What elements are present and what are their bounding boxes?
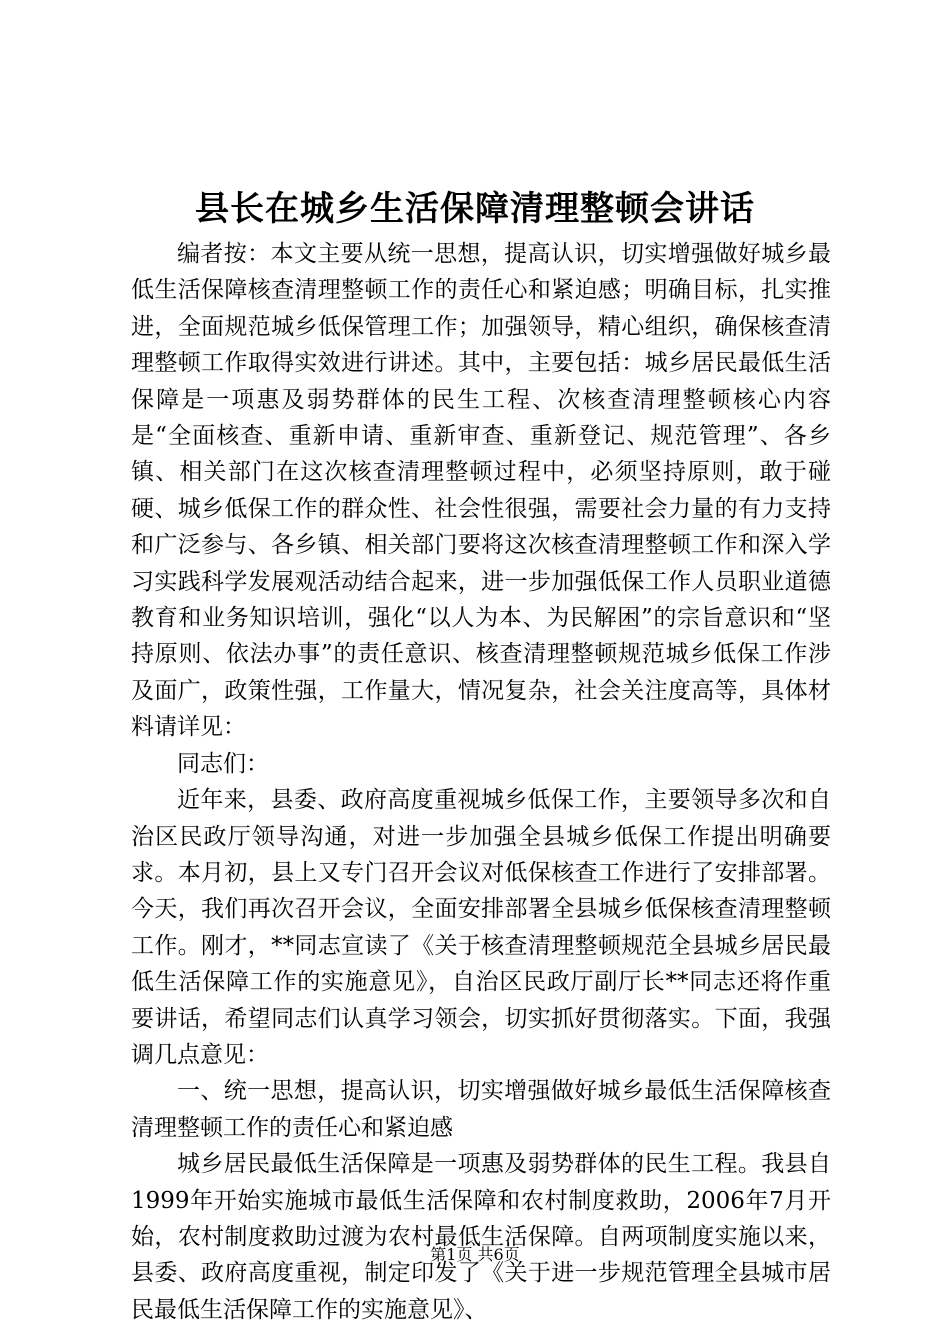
section-heading: 一、统一思想，提高认识，切实增强做好城乡最低生活保障核查清理整顿工作的责任心和紧迫感 — [131, 1078, 831, 1141]
salutation-paragraph: 同志们： — [177, 750, 269, 777]
document-body — [131, 236, 831, 1328]
body-paragraph: 城乡居民最低生活保障是一项惠及弱势群体的民生工程。我县自1999年开始实施城市最低生活保障和农村制度救助，2006年7月开始，农村制度救助过渡为农村最低生活保障。自两项制度实施以来，县委、政府高度重视，制定印发了《关于进一步规范管理全县城市居民最低生活保障工作的实施意见》、 — [131, 1151, 831, 1323]
page-number-footer: 第1页 共6页 — [430, 1245, 520, 1264]
editor-note-paragraph: 编者按：本文主要从统一思想，提高认识，切实增强做好城乡最低生活保障核查清理整顿工作的责任心和紧迫感；明确目标，扎实推进，全面规范城乡低保管理工作；加强领导，精心组织，确保核查清理整顿工作取得实效进行讲述。其中，主要包括：城乡居民最低生活保障是一项惠及弱势群体的民生工程、次核查清理整顿核心内容是“全面核查、重新申请、重新审查、重新登记、规范管理”、各乡镇、相关部门在这次核查清理整顿过程中，必须坚持原则，敢于碰硬、城乡低保工作的群众性、社会性很强，需要社会力量的有力支持和广泛参与、各乡镇、相关部门要将这次核查清理整顿工作和深入学习实践科学发展观活动结合起来，进一步加强低保工作人员职业道德教育和业务知识培训，强化“以人为本、为民解困”的宗旨意识和“坚持原则、依法办事”的责任意识、核查清理整顿规范城乡低保工作涉及面广，政策性强，工作量大，情况复杂，社会关注度高等，具体材料请详见： — [131, 241, 831, 741]
body-paragraph: 近年来，县委、政府高度重视城乡低保工作，主要领导多次和自治区民政厅领导沟通，对进一步加强全县城乡低保工作提出明确要求。本月初，县上又专门召开会议对低保核查工作进行了安排部署。今天，我们再次召开会议，全面安排部署全县城乡低保核查清理整顿工作。刚才，**同志宣读了《关于核查清理整顿规范全县城乡居民最低生活保障工作的实施意见》，自治区民政厅副厅长**同志还将作重要讲话，希望同志们认真学习领会，切实抓好贯彻落实。下面，我强调几点意见： — [131, 787, 831, 1068]
document-title: 县长在城乡生活保障清理整顿会讲话 — [195, 189, 755, 229]
